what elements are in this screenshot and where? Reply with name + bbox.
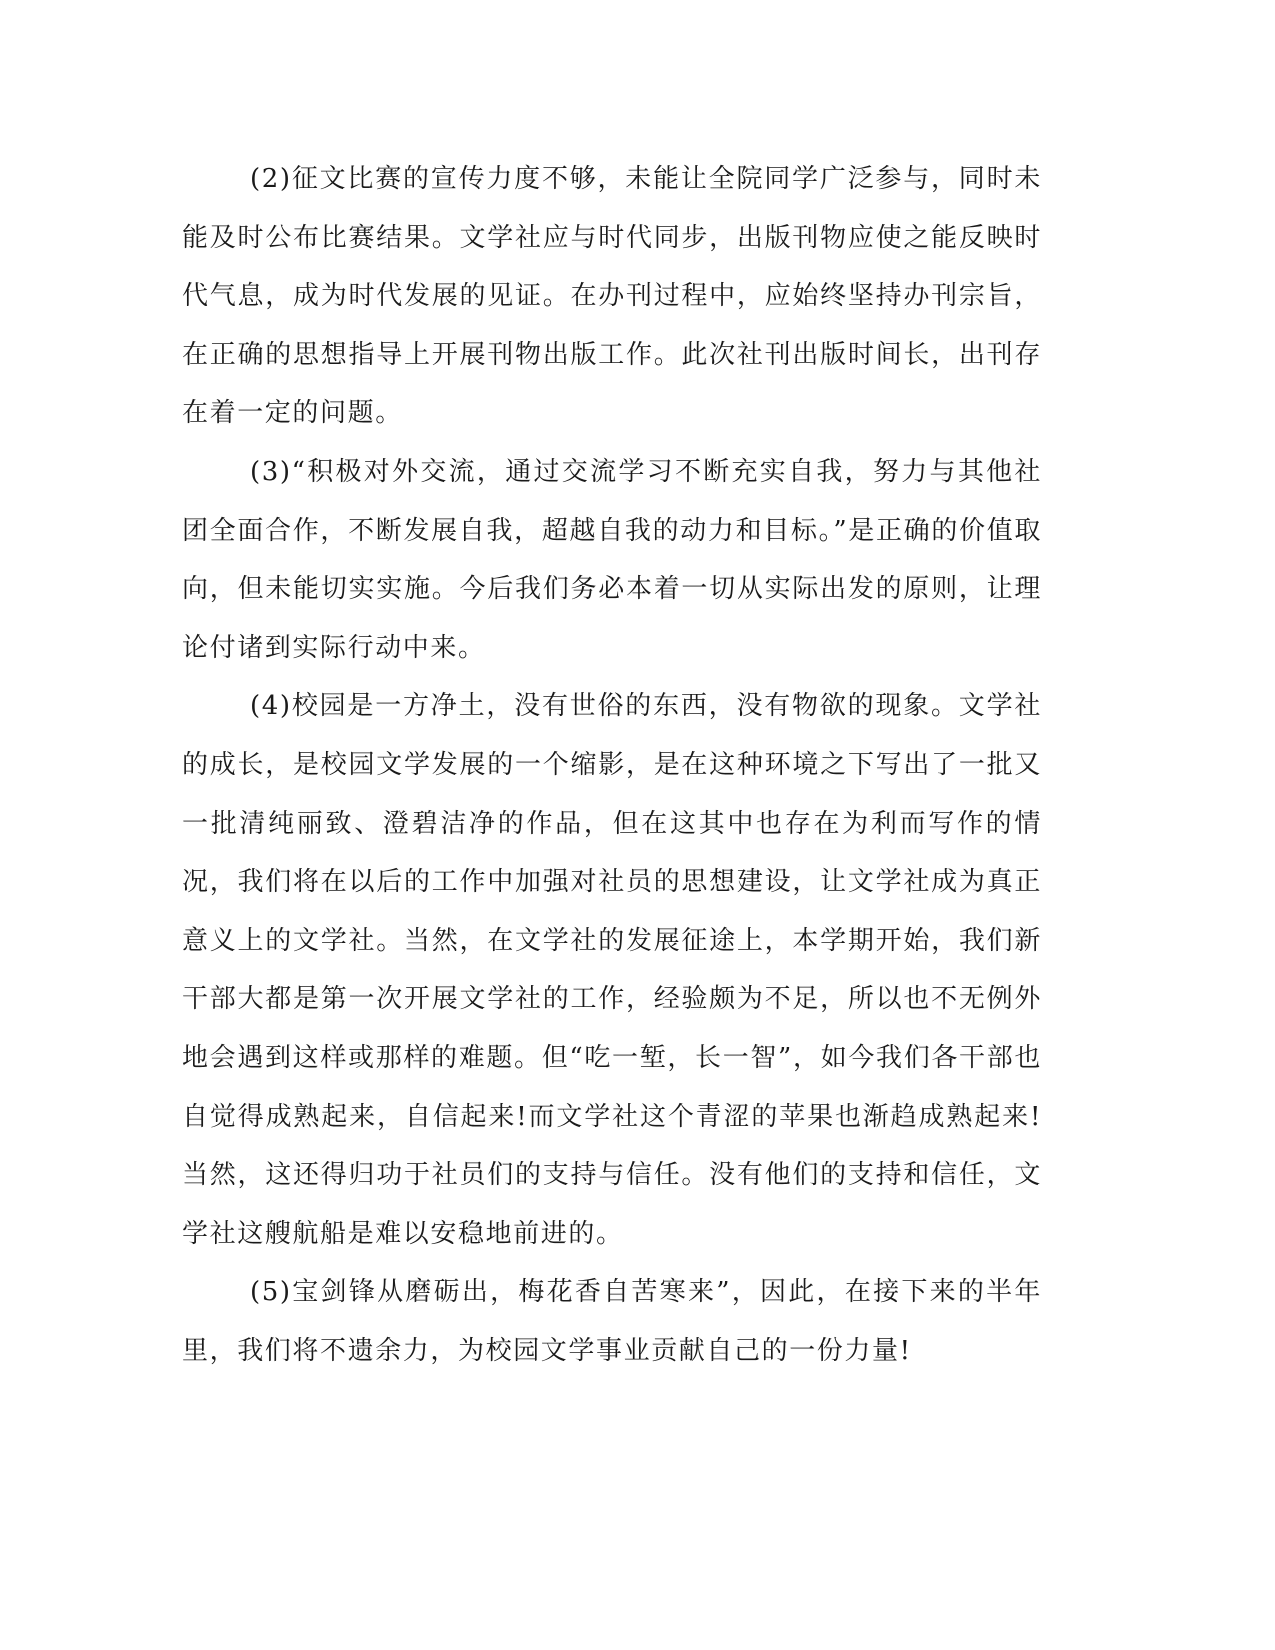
paragraph-3: (3)“积极对外交流，通过交流学习不断充实自我，努力与其他社团全面合作，不断发展自我，超越自我的动力和目标。”是正确的价值取向，但未能切实实施。今后我们务必本着一切从实际出发的原则，让理论付诸到实际行动中来。 [182,456,1042,663]
paragraph-5: (5)宝剑锋从磨砺出，梅花香自苦寒来”，因此，在接下来的半年里，我们将不遗余力，为校园文学事业贡献自己的一份力量! [182,1277,1042,1366]
paragraph-2: (2)征文比赛的宣传力度不够，未能让全院同学广泛参与，同时未能及时公布比赛结果。文学社应与时代同步，出版刊物应使之能反映时代气息，成为时代发展的见证。在办刊过程中，应始终坚持办刊宗旨，在正确的思想指导上开展刊物出版工作。此次社刊出版时间长，出刊存在着一定的问题。 [182,164,1042,429]
paragraph-4: (4)校园是一方净土，没有世俗的东西，没有物欲的现象。文学社的成长，是校园文学发展的一个缩影，是在这种环境之下写出了一批又一批清纯丽致、澄碧洁净的作品，但在这其中也存在为利而写作的情况，我们将在以后的工作中加强对社员的思想建设，让文学社成为真正意义上的文学社。当然，在文学社的发展征途上，本学期开始，我们新干部大都是第一次开展文学社的工作，经验颇为不足，所以也不无例外地会遇到这样或那样的难题。但“吃一堑，长一智”，如今我们各干部也自觉得成熟起来，自信起来!而文学社这个青涩的苹果也渐趋成熟起来!当然，这还得归功于社员们的支持与信任。没有他们的支持和信任，文学社这艘航船是难以安稳地前进的。 [182,691,1042,1249]
document-body [182,150,1042,1380]
